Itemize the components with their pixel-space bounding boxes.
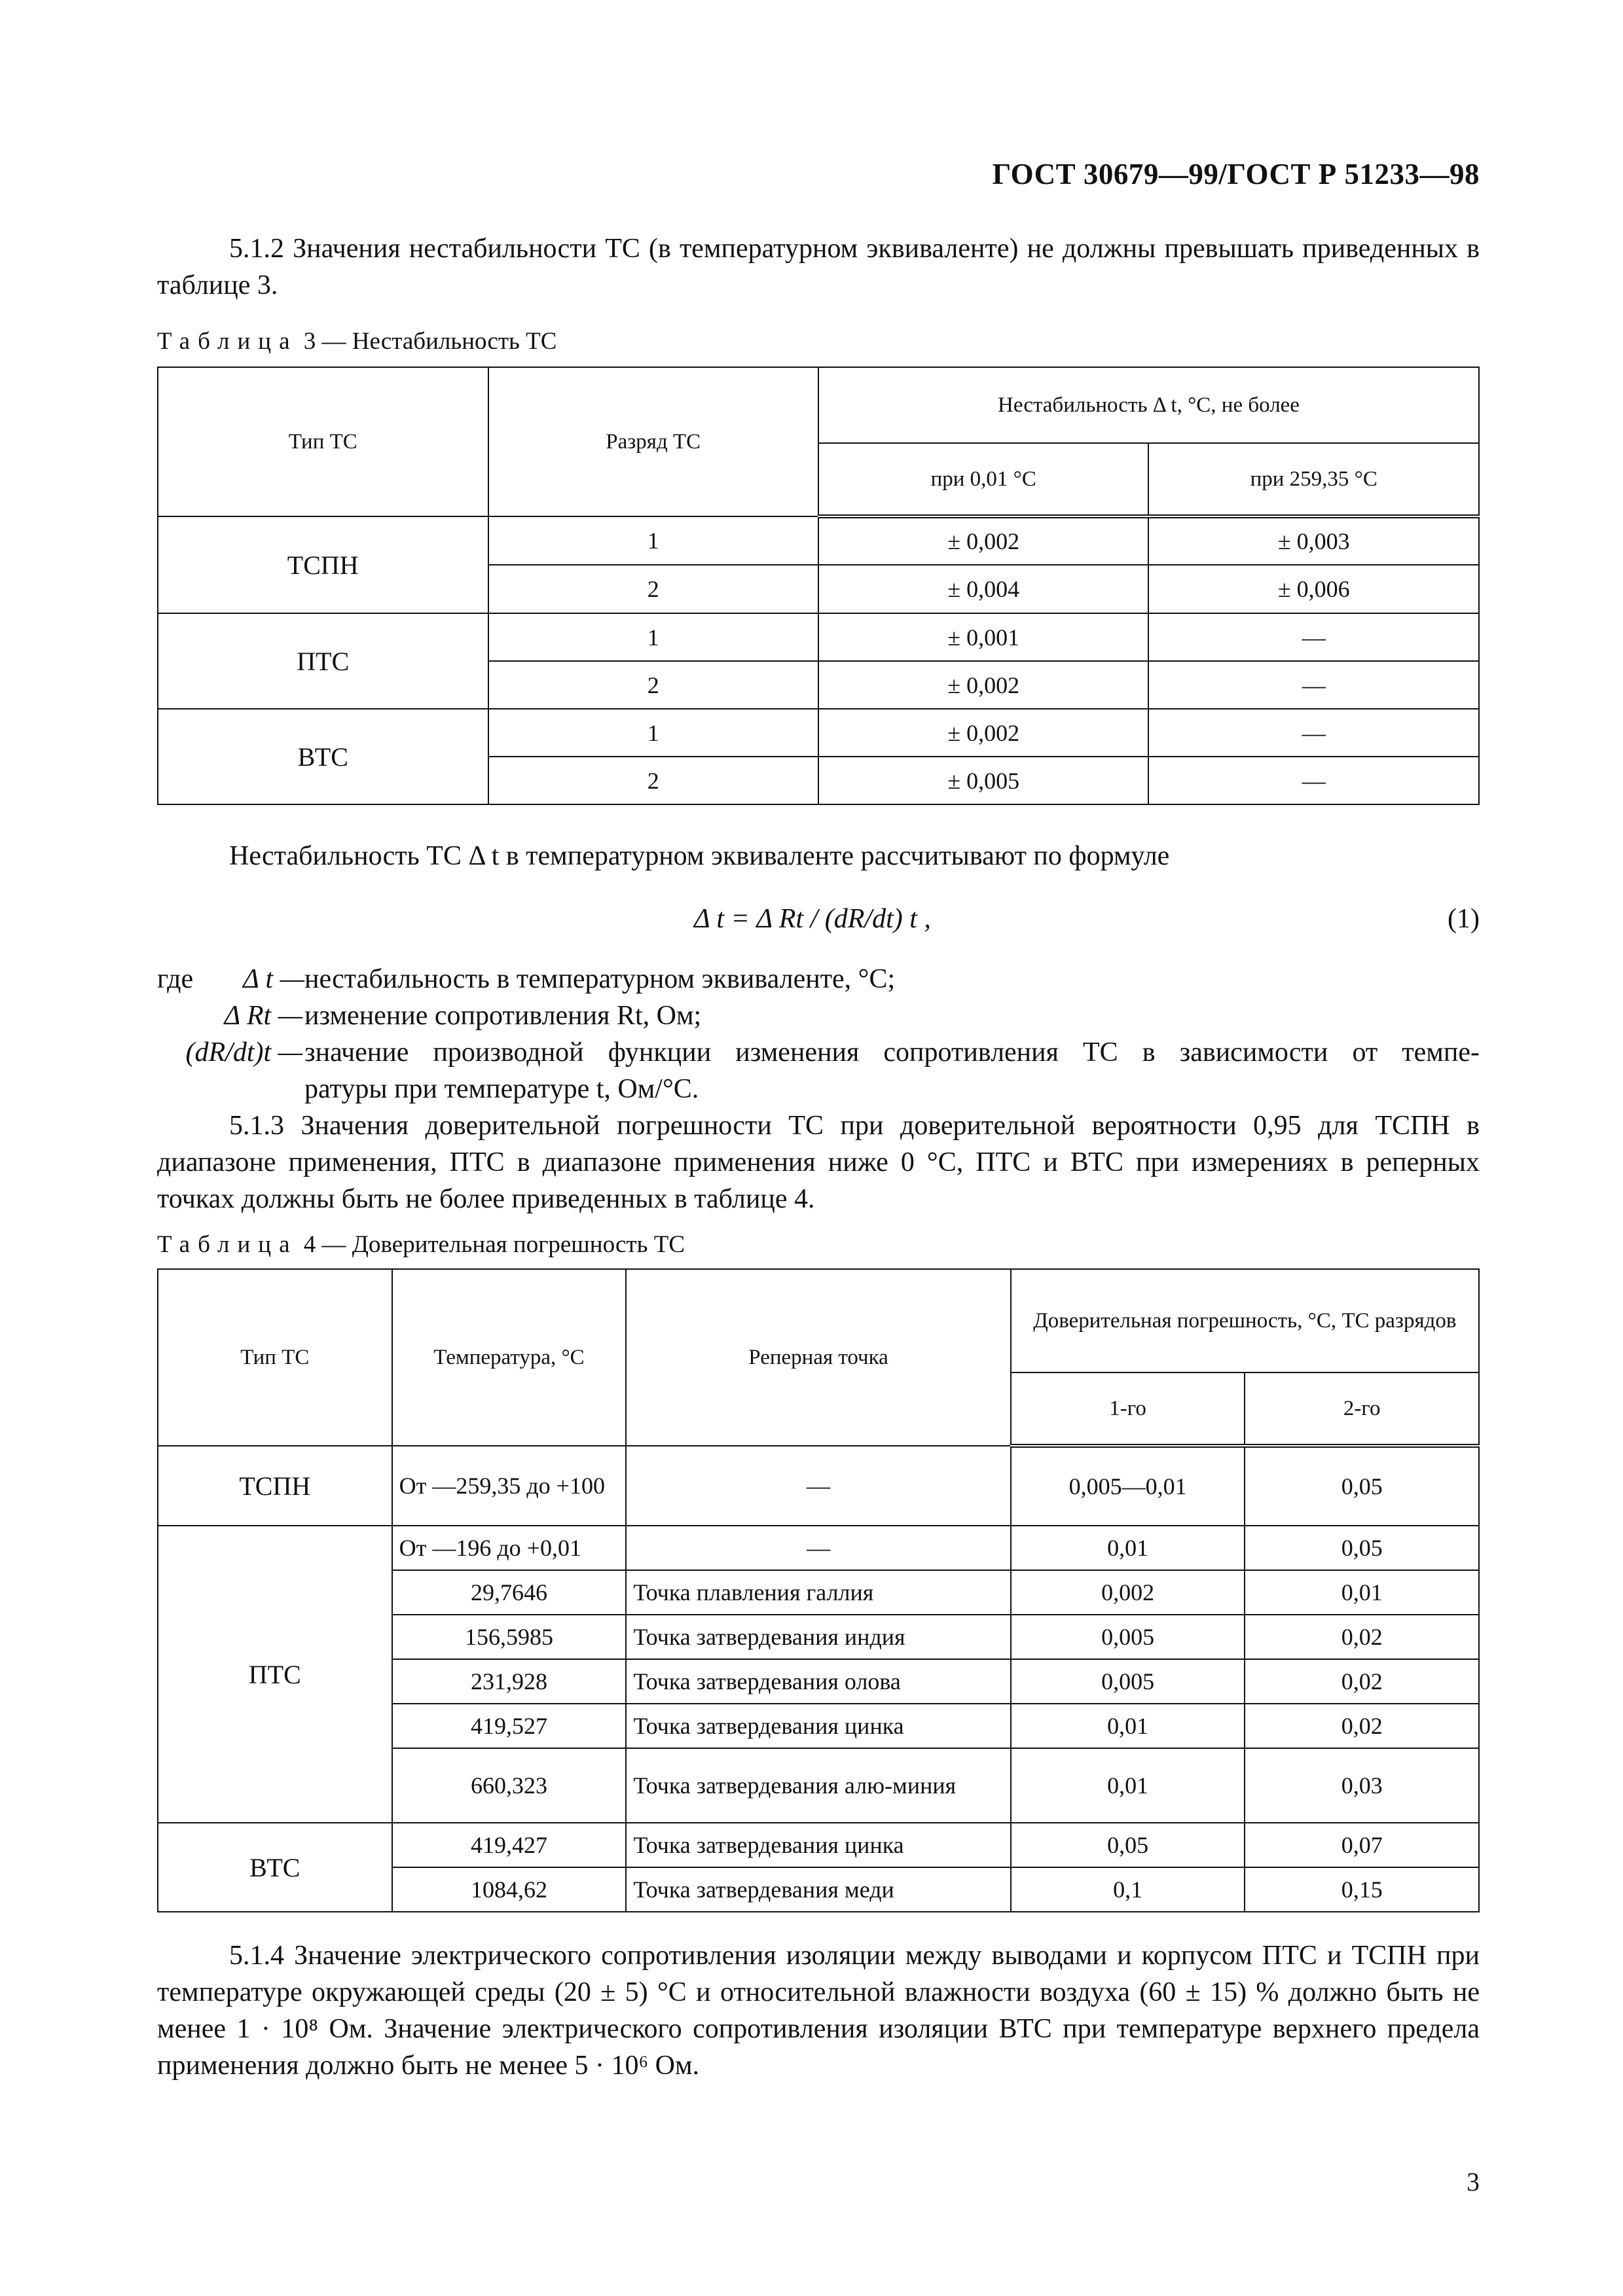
t4-error-cell: 0,005 xyxy=(1011,1659,1245,1704)
t3-value-cell: ± 0,005 xyxy=(818,757,1148,804)
t3-grade-cell: 1 xyxy=(488,516,818,565)
formula-legend xyxy=(157,961,1480,1107)
t4-temp-cell: 231,928 xyxy=(392,1659,627,1704)
table4-caption-rest: 4 — Доверительная погрешность ТС xyxy=(303,1231,685,1258)
t4-head-point: Реперная точка xyxy=(626,1269,1010,1446)
t4-type-cell: ВТС xyxy=(158,1823,392,1912)
t4-point-cell: — xyxy=(626,1446,1010,1526)
t4-temp-cell: 419,527 xyxy=(392,1704,627,1748)
paragraph-5-1-4: 5.1.4 Значение электрического сопротивления изоляции между выводами и корпусом ПТС и ТСПН при температуре окружающей среды (20 ± 5) °С и относительной влажности воздуха (60 ± 15) % должно быть не менее 1 · 10⁸ Ом. Значение электрического сопротивления изоляции ВТС при температуре верхнего предела применения должно быть не менее 5 · 10⁶ Ом. xyxy=(157,1941,1480,2081)
t3-head-type: Тип ТС xyxy=(158,367,488,516)
t3-value-cell: — xyxy=(1148,709,1479,757)
t3-head-instability: Нестабильность Δ t, °С, не более xyxy=(818,367,1479,443)
paragraph-5-1-2: 5.1.2 Значения нестабильности ТС (в температурном эквиваленте) не должны превышать приведенных в таблице 3. xyxy=(157,234,1480,300)
t3-type-cell: ПТС xyxy=(158,613,488,709)
t3-grade-cell: 2 xyxy=(488,565,818,613)
t4-error-cell: 0,02 xyxy=(1245,1659,1479,1704)
t3-head-grade: Разряд ТС xyxy=(488,367,818,516)
where-word: где xyxy=(157,964,194,994)
t4-head-grade-1: 1-го xyxy=(1011,1372,1245,1446)
t4-error-cell: 0,01 xyxy=(1011,1748,1245,1823)
t4-type-cell: ТСПН xyxy=(158,1446,392,1526)
t3-value-cell: — xyxy=(1148,661,1479,709)
t4-point-cell: Точка затвердевания олова xyxy=(626,1659,1010,1704)
t4-temp-cell: 1084,62 xyxy=(392,1867,627,1912)
t3-type-cell: ТСПН xyxy=(158,516,488,613)
table-3-instability xyxy=(157,367,1480,805)
table4-caption xyxy=(157,1230,685,1259)
t3-value-cell: ± 0,001 xyxy=(818,613,1148,661)
table3-caption-rest: 3 — Нестабильность ТС xyxy=(303,328,557,355)
t4-error-cell: 0,02 xyxy=(1245,1704,1479,1748)
t3-value-cell: — xyxy=(1148,613,1479,661)
legend-description: ратуры при температуре t, Ом/°С. xyxy=(304,1074,699,1104)
t4-point-cell: Точка затвердевания цинка xyxy=(626,1823,1010,1867)
t4-point-cell: Точка затвердевания меди xyxy=(626,1867,1010,1912)
t4-error-cell: 0,005 xyxy=(1011,1615,1245,1659)
t4-temp-cell: От —259,35 до +100 xyxy=(392,1446,627,1526)
t4-type-cell: ПТС xyxy=(158,1526,392,1823)
t4-error-cell: 0,002 xyxy=(1011,1570,1245,1615)
table3-caption-word: Таблица xyxy=(157,328,298,355)
t4-error-cell: 0,07 xyxy=(1245,1823,1479,1867)
legend-symbol: Δ Rt — xyxy=(224,1001,302,1031)
t4-head-error: Доверительная погрешность, °С, ТС разрядов xyxy=(1011,1269,1479,1372)
formula-1: Δ t = Δ Rt / (dR/dt) t , xyxy=(694,904,931,934)
table3-caption xyxy=(157,327,556,355)
t4-error-cell: 0,1 xyxy=(1011,1867,1245,1912)
t4-point-cell: — xyxy=(626,1526,1010,1570)
t4-temp-cell: 660,323 xyxy=(392,1748,627,1823)
t4-head-grade-2: 2-го xyxy=(1245,1372,1479,1446)
legend-description: нестабильность в температурном эквиваленте, °С; xyxy=(304,964,896,994)
t4-point-cell: Точка плавления галлия xyxy=(626,1570,1010,1615)
t4-error-cell: 0,05 xyxy=(1245,1446,1479,1526)
t4-temp-cell: От —196 до +0,01 xyxy=(392,1526,627,1570)
document-page xyxy=(157,0,1480,2296)
formula-intro: Нестабильность ТС Δ t в температурном эквиваленте рассчитывают по формуле xyxy=(229,841,1170,871)
t4-temp-cell: 29,7646 xyxy=(392,1570,627,1615)
t4-error-cell: 0,15 xyxy=(1245,1867,1479,1912)
t4-error-cell: 0,05 xyxy=(1245,1526,1479,1570)
t3-grade-cell: 2 xyxy=(488,661,818,709)
t4-error-cell: 0,01 xyxy=(1011,1526,1245,1570)
t3-grade-cell: 2 xyxy=(488,757,818,804)
paragraph-5-1-3: 5.1.3 Значения доверительной погрешности ТС при доверительной вероятности 0,95 для ТСПН в диапазоне применения, ПТС в диапазоне применения ниже 0 °С, ПТС и ВТС при измерениях в реперных точках должны быть не более приведенных в таблице 4. xyxy=(157,1111,1480,1214)
t4-point-cell: Точка затвердевания алю-миния xyxy=(626,1748,1010,1823)
t3-value-cell: ± 0,004 xyxy=(818,565,1148,613)
t3-value-cell: ± 0,003 xyxy=(1148,516,1479,565)
page-number: 3 xyxy=(1467,2167,1480,2197)
t4-error-cell: 0,01 xyxy=(1011,1704,1245,1748)
t3-grade-cell: 1 xyxy=(488,613,818,661)
t3-value-cell: — xyxy=(1148,757,1479,804)
legend-symbol: (dR/dt)t — xyxy=(185,1037,302,1067)
legend-description: изменение сопротивления Rt, Ом; xyxy=(304,1001,702,1031)
t3-type-cell: ВТС xyxy=(158,709,488,804)
t3-head-at-0-01: при 0,01 °С xyxy=(818,443,1148,516)
t3-value-cell: ± 0,006 xyxy=(1148,565,1479,613)
t4-error-cell: 0,02 xyxy=(1245,1615,1479,1659)
table-4-confidence-error xyxy=(157,1268,1480,1912)
t3-head-at-259-35: при 259,35 °С xyxy=(1148,443,1479,516)
t4-error-cell: 0,01 xyxy=(1245,1570,1479,1615)
formula-number: (1) xyxy=(1448,904,1480,934)
t4-point-cell: Точка затвердевания индия xyxy=(626,1615,1010,1659)
t4-temp-cell: 156,5985 xyxy=(392,1615,627,1659)
t3-value-cell: ± 0,002 xyxy=(818,661,1148,709)
t4-error-cell: 0,05 xyxy=(1011,1823,1245,1867)
standard-header: ГОСТ 30679—99/ГОСТ Р 51233—98 xyxy=(992,158,1480,190)
t4-error-cell: 0,005—0,01 xyxy=(1011,1446,1245,1526)
t3-grade-cell: 1 xyxy=(488,709,818,757)
t4-error-cell: 0,03 xyxy=(1245,1748,1479,1823)
legend-symbol: Δ t — xyxy=(243,964,304,994)
t3-value-cell: ± 0,002 xyxy=(818,709,1148,757)
t4-point-cell: Точка затвердевания цинка xyxy=(626,1704,1010,1748)
t4-temp-cell: 419,427 xyxy=(392,1823,627,1867)
t4-head-type: Тип ТС xyxy=(158,1269,392,1446)
table4-caption-word: Таблица xyxy=(157,1231,298,1258)
t4-head-temp: Температура, °С xyxy=(392,1269,627,1446)
legend-description: значение производной функции изменения сопротивления ТС в зависимости от темпе- xyxy=(304,1037,1480,1067)
t3-value-cell: ± 0,002 xyxy=(818,516,1148,565)
